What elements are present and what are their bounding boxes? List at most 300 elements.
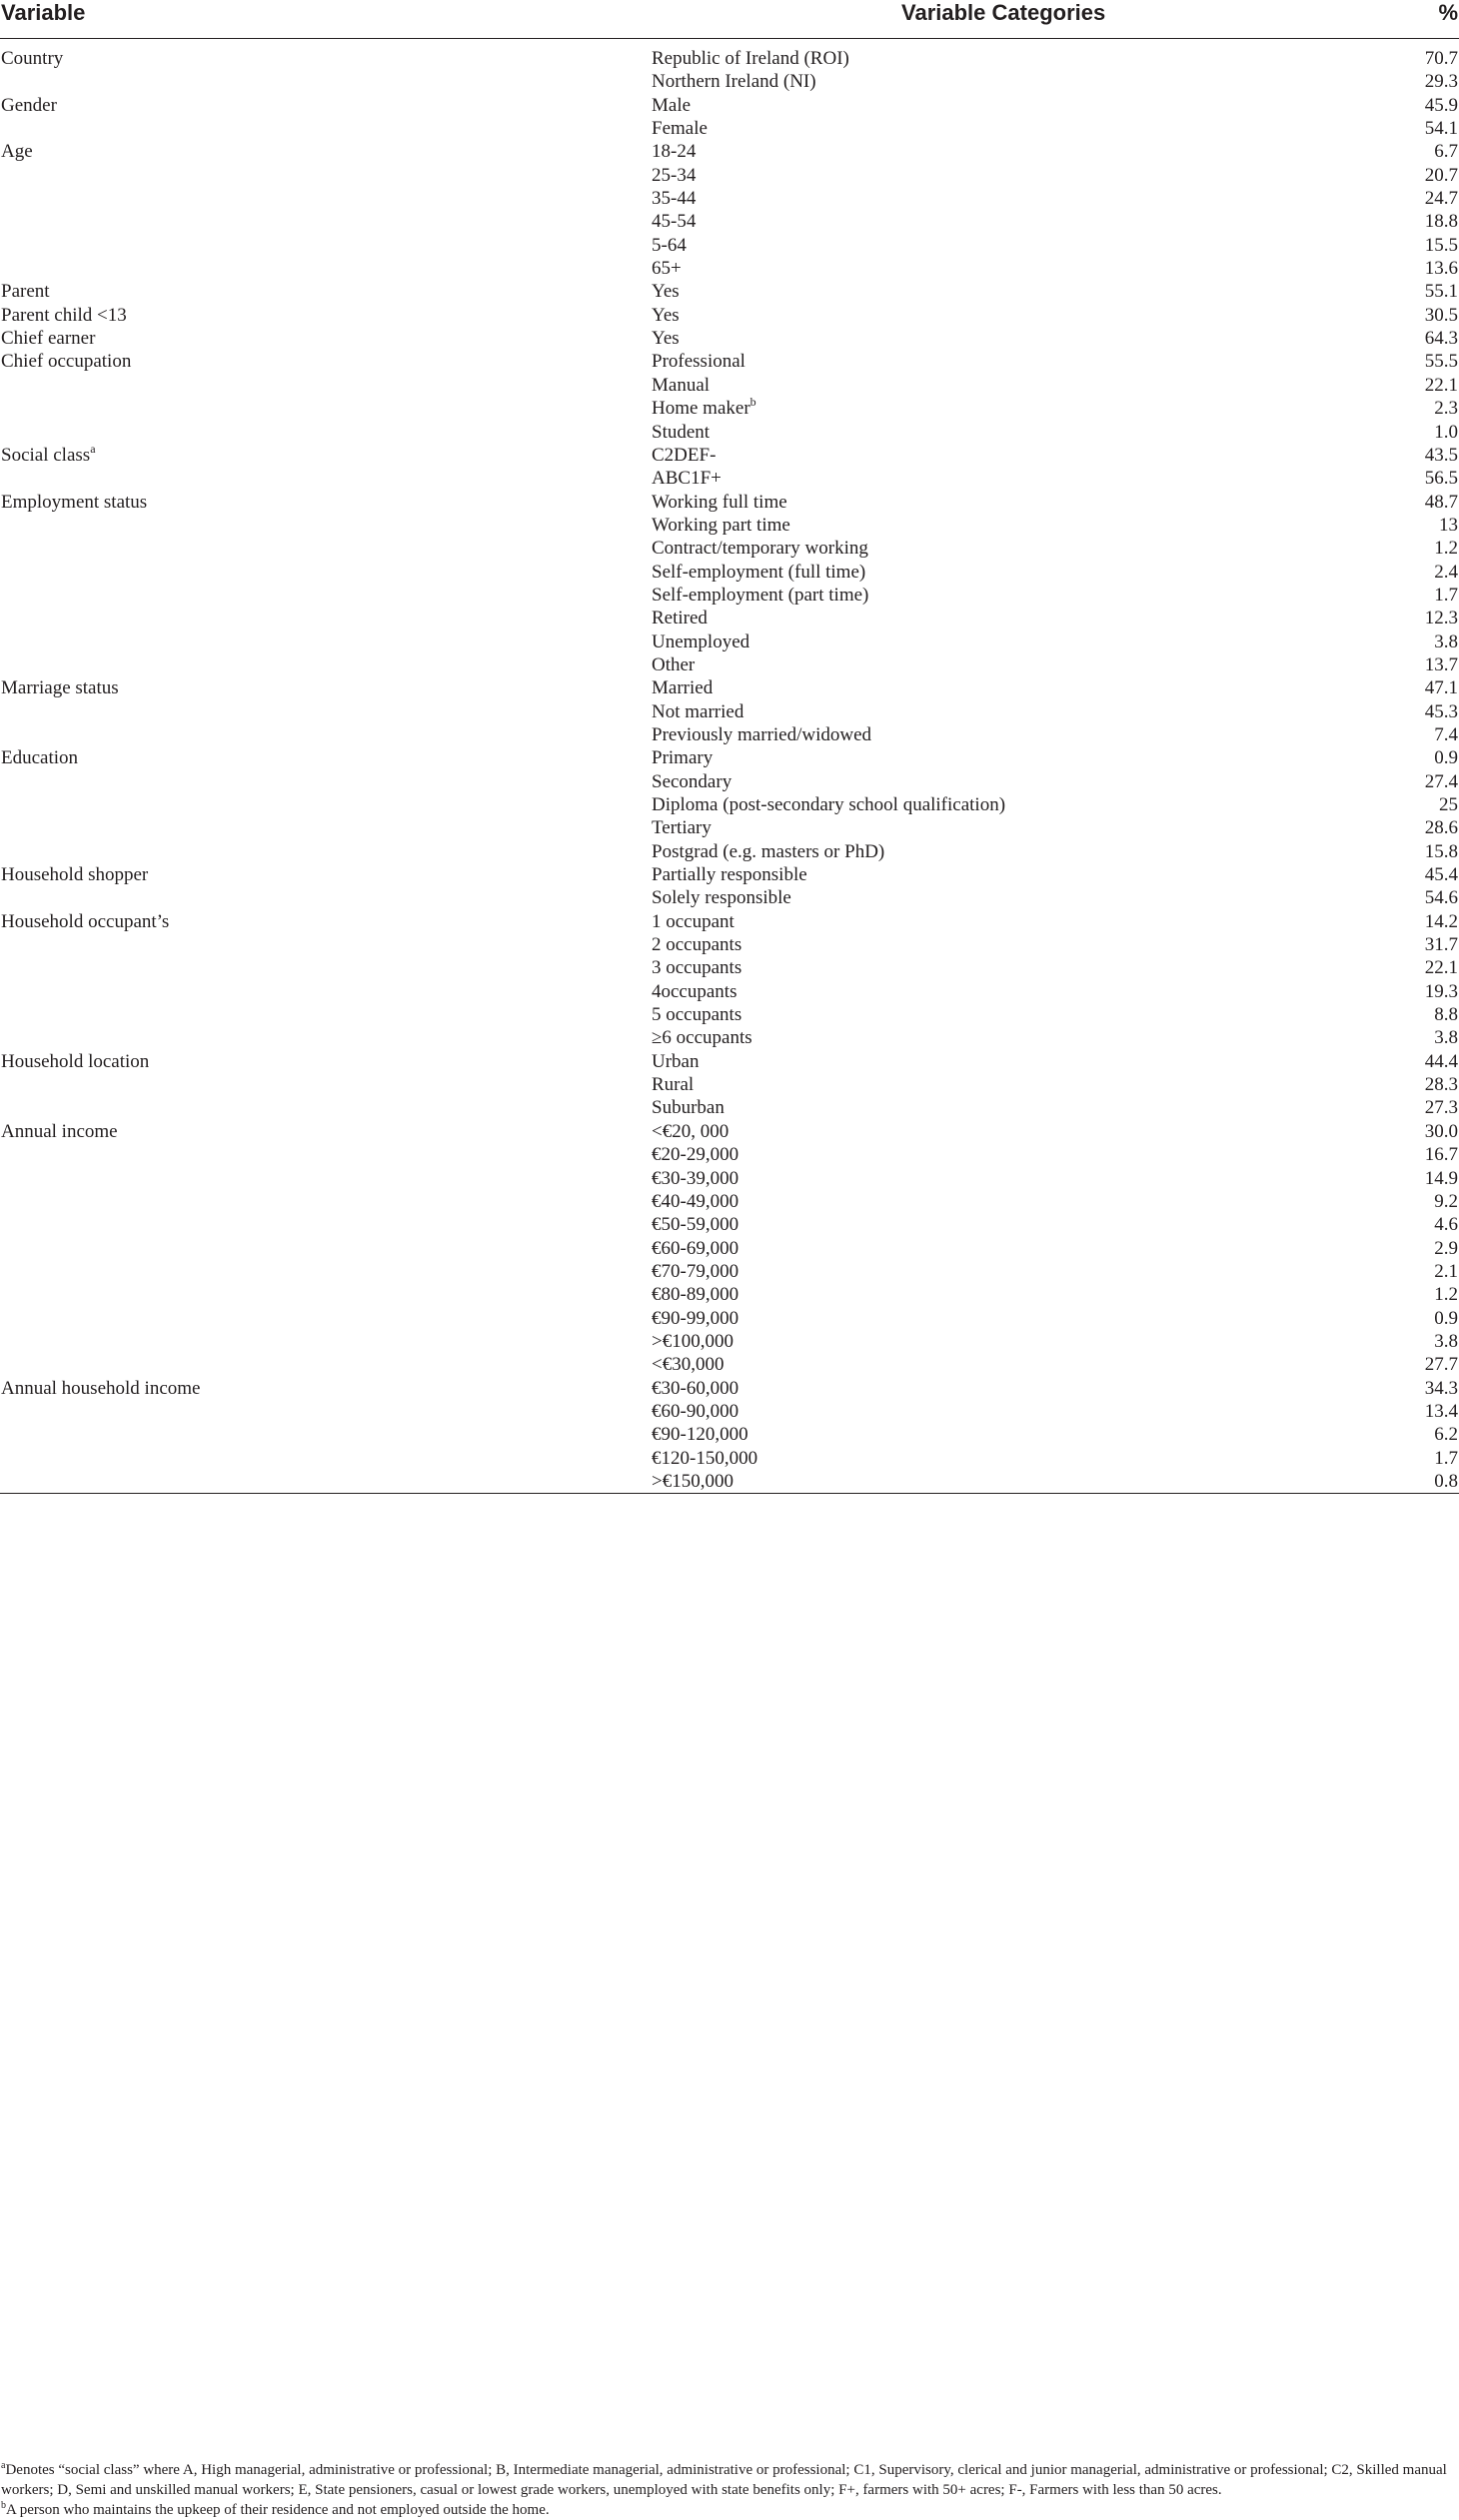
table-row <box>0 700 1459 723</box>
percent-cell: 1.7 <box>1434 584 1458 606</box>
category-label: 5 occupants <box>652 1004 742 1026</box>
percent-cell: 2.3 <box>1434 398 1458 420</box>
category-cell <box>652 1143 1181 1166</box>
percent-cell: 4.6 <box>1434 1214 1458 1236</box>
variable-cell <box>0 1330 652 1353</box>
category-cell <box>652 210 1181 233</box>
variable-cell <box>0 374 652 397</box>
category-cell <box>652 1423 1181 1446</box>
variable-label: Age <box>1 141 33 163</box>
variable-cell <box>0 746 652 769</box>
category-cell <box>652 700 1181 723</box>
category-label: ABC1F+ <box>652 468 722 490</box>
category-label: €50-59,000 <box>652 1214 739 1236</box>
table-row <box>0 1377 1459 1400</box>
variable-cell <box>0 1237 652 1260</box>
category-label: Self-employment (part time) <box>652 584 869 606</box>
footnote-marker: b <box>749 394 756 409</box>
category-cell <box>652 1330 1181 1353</box>
table-row <box>0 1026 1459 1049</box>
variable-cell <box>0 933 652 956</box>
table-row <box>0 350 1459 373</box>
percent-cell: 56.5 <box>1424 468 1458 490</box>
percent-cell: 22.1 <box>1424 957 1458 979</box>
category-cell <box>652 1237 1181 1260</box>
percent-cell: 34.3 <box>1424 1377 1458 1399</box>
category-label: Northern Ireland (NI) <box>652 71 816 93</box>
table-row <box>0 70 1459 93</box>
category-label: Manual <box>652 374 711 396</box>
variable-label: Household occupant’s <box>1 910 170 932</box>
table-header <box>0 0 1459 39</box>
percent-cell: 13.6 <box>1424 258 1458 280</box>
percent-cell: 2.4 <box>1434 561 1458 583</box>
category-cell <box>652 1167 1181 1190</box>
category-label: 4occupants <box>652 980 737 1002</box>
category-cell <box>652 187 1181 210</box>
table-row <box>0 1353 1459 1376</box>
table-row <box>0 676 1459 699</box>
category-cell <box>652 1377 1181 1400</box>
percent-cell: 20.7 <box>1424 164 1458 186</box>
variable-label: Annual household income <box>1 1377 201 1399</box>
variable-label: Gender <box>1 94 57 116</box>
category-cell <box>652 793 1181 816</box>
variable-cell <box>0 863 652 886</box>
percent-cell: 27.4 <box>1424 770 1458 792</box>
percent-cell: 48.7 <box>1424 491 1458 513</box>
category-label: Self-employment (full time) <box>652 561 866 583</box>
percent-cell: 1.2 <box>1434 1284 1458 1306</box>
percent-cell: 0.8 <box>1181 1470 1459 1494</box>
variable-cell <box>0 397 652 420</box>
category-label: Student <box>652 421 711 443</box>
variable-label: Parent <box>1 281 50 303</box>
header-percent: % <box>1181 0 1459 39</box>
table-row <box>0 1167 1459 1190</box>
category-cell <box>652 1400 1181 1423</box>
variable-cell <box>0 1307 652 1330</box>
category-label: Working part time <box>652 514 790 536</box>
variable-cell <box>0 421 652 444</box>
variable-cell <box>0 700 652 723</box>
percent-cell: 13.7 <box>1424 653 1458 675</box>
table-row <box>0 164 1459 187</box>
variable-cell <box>0 304 652 327</box>
percent-cell: 3.8 <box>1434 630 1458 652</box>
variable-cell <box>0 1120 652 1143</box>
header-variable: Variable <box>0 0 652 39</box>
variable-label: Social class <box>1 444 91 466</box>
percent-cell: 3.8 <box>1434 1027 1458 1049</box>
table-body <box>0 39 1459 1494</box>
percent-cell: 1.0 <box>1434 421 1458 443</box>
table-row <box>0 910 1459 933</box>
category-cell <box>652 746 1181 769</box>
category-label: 25-34 <box>652 164 697 186</box>
variable-cell <box>0 1470 652 1494</box>
variable-cell <box>0 514 652 537</box>
category-label: <€30,000 <box>652 1354 725 1376</box>
table-row <box>0 1096 1459 1119</box>
header-spacer <box>0 39 1459 48</box>
variable-cell <box>0 537 652 560</box>
category-cell <box>652 1447 1181 1470</box>
percent-cell: 13.4 <box>1424 1400 1458 1422</box>
variable-cell <box>0 1260 652 1283</box>
table-row <box>0 94 1459 117</box>
percent-cell: 64.3 <box>1424 328 1458 350</box>
percent-cell: 45.9 <box>1424 94 1458 116</box>
table-row <box>0 630 1459 653</box>
category-cell <box>652 1026 1181 1049</box>
percent-cell: 7.4 <box>1434 723 1458 745</box>
category-cell <box>652 653 1181 676</box>
variable-cell <box>0 1283 652 1306</box>
percent-cell: 13 <box>1439 514 1458 536</box>
percent-cell: 16.7 <box>1424 1144 1458 1166</box>
category-cell <box>652 394 1181 420</box>
table-row <box>0 1050 1459 1073</box>
category-cell <box>652 537 1181 560</box>
variable-cell <box>0 1400 652 1423</box>
footnote-mark: b <box>1 2500 6 2511</box>
category-label: Suburban <box>652 1097 725 1119</box>
footnote-text: A person who maintains the upkeep of their residence and not employed outside the home. <box>6 2502 550 2518</box>
percent-cell: 55.5 <box>1424 351 1458 373</box>
percent-cell: 31.7 <box>1424 934 1458 956</box>
table-row <box>0 257 1459 280</box>
variable-cell <box>0 467 652 490</box>
category-label: Unemployed <box>652 630 750 652</box>
category-label: €70-79,000 <box>652 1260 739 1282</box>
variable-cell <box>0 187 652 210</box>
table-row <box>0 1400 1459 1423</box>
table-row <box>0 1330 1459 1353</box>
variable-label: Education <box>1 747 79 769</box>
variable-cell <box>0 980 652 1003</box>
variable-cell <box>0 793 652 816</box>
variable-cell <box>0 630 652 653</box>
variable-cell <box>0 840 652 863</box>
table-row <box>0 863 1459 886</box>
percent-cell: 22.1 <box>1424 374 1458 396</box>
percent-cell: 9.2 <box>1434 1190 1458 1212</box>
category-label: Yes <box>652 304 680 326</box>
footnote <box>1 2460 1458 2500</box>
category-cell <box>652 444 1181 467</box>
table-row <box>0 746 1459 769</box>
category-label: Working full time <box>652 491 787 513</box>
table-row <box>0 980 1459 1003</box>
percent-cell: 3.8 <box>1434 1330 1458 1352</box>
variable-cell <box>0 280 652 303</box>
category-label: Not married <box>652 700 744 722</box>
category-cell <box>652 117 1181 140</box>
category-cell <box>652 467 1181 490</box>
percent-cell: 47.1 <box>1424 677 1458 699</box>
variable-cell <box>0 1026 652 1049</box>
variable-cell <box>0 234 652 257</box>
category-label: Tertiary <box>652 817 712 839</box>
percent-cell: 14.2 <box>1424 910 1458 932</box>
category-label: Partially responsible <box>652 864 807 886</box>
variable-cell <box>0 1190 652 1213</box>
category-cell <box>652 491 1181 514</box>
category-cell <box>652 304 1181 327</box>
category-cell <box>652 863 1181 886</box>
table-row <box>0 187 1459 210</box>
percent-cell: 19.3 <box>1424 980 1458 1002</box>
category-cell <box>652 723 1181 746</box>
table-row <box>0 514 1459 537</box>
variable-label: Marriage status <box>1 677 119 699</box>
table-row <box>0 374 1459 397</box>
table-row <box>0 1003 1459 1026</box>
category-label: 65+ <box>652 258 682 280</box>
percent-cell: 15.5 <box>1424 234 1458 256</box>
variable-cell <box>0 584 652 607</box>
category-label: Retired <box>652 608 708 630</box>
category-label: 1 occupant <box>652 910 734 932</box>
table-row <box>0 840 1459 863</box>
table-row <box>0 1423 1459 1446</box>
category-cell <box>652 816 1181 839</box>
percent-cell: 27.3 <box>1424 1097 1458 1119</box>
category-cell <box>652 47 1181 70</box>
category-cell <box>652 140 1181 163</box>
variable-cell <box>0 94 652 117</box>
percent-cell: 55.1 <box>1424 281 1458 303</box>
category-cell <box>652 1470 1181 1494</box>
table-footnotes <box>0 2460 1458 2520</box>
category-label: €90-120,000 <box>652 1424 748 1446</box>
variable-cell <box>0 607 652 630</box>
percent-cell: 15.8 <box>1424 840 1458 862</box>
category-label: €60-90,000 <box>652 1400 739 1422</box>
category-label: C2DEF- <box>652 444 717 466</box>
category-label: 5-64 <box>652 234 687 256</box>
category-cell <box>652 514 1181 537</box>
table-row <box>0 327 1459 350</box>
table-row <box>0 956 1459 979</box>
percent-cell: 30.0 <box>1424 1120 1458 1142</box>
percent-cell: 28.3 <box>1424 1074 1458 1096</box>
variable-cell <box>0 140 652 163</box>
variable-label: Employment status <box>1 491 148 513</box>
variable-cell <box>0 47 652 70</box>
category-label: Postgrad (e.g. masters or PhD) <box>652 840 885 862</box>
category-cell <box>652 584 1181 607</box>
table-row <box>0 491 1459 514</box>
category-cell <box>652 561 1181 584</box>
variable-cell <box>0 1143 652 1166</box>
category-cell <box>652 956 1181 979</box>
table-row <box>0 234 1459 257</box>
category-label: Urban <box>652 1050 700 1072</box>
table-row <box>0 933 1459 956</box>
category-label: Solely responsible <box>652 887 791 909</box>
percent-cell: 54.1 <box>1424 118 1458 140</box>
variable-cell <box>0 1096 652 1119</box>
variable-cell <box>0 886 652 909</box>
category-label: Secondary <box>652 770 732 792</box>
percent-cell: 29.3 <box>1424 71 1458 93</box>
variable-cell <box>0 1423 652 1446</box>
table-row <box>0 1120 1459 1143</box>
table-row <box>0 607 1459 630</box>
variable-label: Parent child <13 <box>1 304 127 326</box>
category-cell <box>652 350 1181 373</box>
table-row <box>0 1307 1459 1330</box>
percent-cell: 18.8 <box>1424 211 1458 233</box>
category-label: Contract/temporary working <box>652 538 868 560</box>
category-label: Primary <box>652 747 714 769</box>
variable-label: Chief occupation <box>1 351 132 373</box>
table-row <box>0 1470 1459 1494</box>
percent-cell: 0.9 <box>1434 1307 1458 1329</box>
category-label: Other <box>652 653 696 675</box>
category-label: 3 occupants <box>652 957 742 979</box>
category-cell <box>652 327 1181 350</box>
table-row <box>0 1447 1459 1470</box>
table-row <box>0 117 1459 140</box>
percent-cell: 43.5 <box>1424 444 1458 466</box>
category-cell <box>652 1260 1181 1283</box>
variable-cell <box>0 1073 652 1096</box>
percent-cell: 25 <box>1439 794 1458 815</box>
category-cell <box>652 1283 1181 1306</box>
table-row <box>0 397 1459 420</box>
category-label: >€150,000 <box>652 1470 733 1492</box>
variable-cell <box>0 1167 652 1190</box>
table-row <box>0 421 1459 444</box>
table-row <box>0 467 1459 490</box>
category-label: Married <box>652 677 714 699</box>
category-label: €30-60,000 <box>652 1377 739 1399</box>
table-row <box>0 47 1459 70</box>
category-cell <box>652 164 1181 187</box>
category-label: €80-89,000 <box>652 1284 739 1306</box>
category-label: 35-44 <box>652 188 697 210</box>
table-row <box>0 444 1459 467</box>
variable-cell <box>0 327 652 350</box>
category-label: €120-150,000 <box>652 1447 758 1469</box>
variable-label: Household location <box>1 1050 150 1072</box>
table-row <box>0 1073 1459 1096</box>
percent-cell: 45.3 <box>1424 700 1458 722</box>
category-label: 18-24 <box>652 141 697 163</box>
table-row <box>0 1190 1459 1213</box>
category-cell <box>652 676 1181 699</box>
table-row <box>0 886 1459 909</box>
category-cell <box>652 770 1181 793</box>
variable-cell <box>0 561 652 584</box>
percent-cell: 44.4 <box>1424 1050 1458 1072</box>
category-cell <box>652 374 1181 397</box>
variable-cell <box>0 210 652 233</box>
variable-label: Household shopper <box>1 864 149 886</box>
category-cell <box>652 980 1181 1003</box>
category-cell <box>652 1050 1181 1073</box>
category-label: <€20, 000 <box>652 1120 730 1142</box>
category-cell <box>652 1120 1181 1143</box>
category-label: €20-29,000 <box>652 1144 739 1166</box>
category-cell <box>652 1213 1181 1236</box>
percent-cell: 12.3 <box>1424 608 1458 630</box>
table-row <box>0 1283 1459 1306</box>
variable-cell <box>0 770 652 793</box>
variable-cell <box>0 910 652 933</box>
category-label: Yes <box>652 328 680 350</box>
percent-cell: 70.7 <box>1424 48 1458 69</box>
variable-cell <box>0 257 652 280</box>
category-label: €60-69,000 <box>652 1237 739 1259</box>
category-cell <box>652 1353 1181 1376</box>
category-cell <box>652 1307 1181 1330</box>
category-label: Professional <box>652 351 745 373</box>
category-cell <box>652 607 1181 630</box>
category-label: 2 occupants <box>652 934 742 956</box>
header-variable-categories: Variable Categories <box>652 0 1181 39</box>
table-row <box>0 210 1459 233</box>
table-row <box>0 140 1459 163</box>
category-label: Republic of Ireland (ROI) <box>652 48 849 69</box>
category-cell <box>652 280 1181 303</box>
footnote-mark: a <box>1 2460 6 2471</box>
table-row <box>0 793 1459 816</box>
category-cell <box>652 886 1181 909</box>
table-row <box>0 653 1459 676</box>
category-label: Diploma (post-secondary school qualification) <box>652 794 1006 815</box>
variable-cell <box>0 723 652 746</box>
percent-cell: 6.2 <box>1434 1424 1458 1446</box>
category-label: Male <box>652 94 692 116</box>
category-cell <box>652 840 1181 863</box>
category-label: 45-54 <box>652 211 697 233</box>
percent-cell: 24.7 <box>1424 188 1458 210</box>
variable-cell <box>0 350 652 373</box>
variable-cell <box>0 70 652 93</box>
percent-cell: 0.9 <box>1434 747 1458 769</box>
category-label: >€100,000 <box>652 1330 733 1352</box>
percent-cell: 54.6 <box>1424 887 1458 909</box>
category-cell <box>652 421 1181 444</box>
category-cell <box>652 70 1181 93</box>
category-label: ≥6 occupants <box>652 1027 752 1049</box>
variable-cell <box>0 164 652 187</box>
percent-cell: 2.9 <box>1434 1237 1458 1259</box>
percent-cell: 1.2 <box>1434 538 1458 560</box>
percent-cell: 27.7 <box>1424 1354 1458 1376</box>
category-label: €90-99,000 <box>652 1307 739 1329</box>
variable-label: Annual income <box>1 1120 118 1142</box>
table-row <box>0 537 1459 560</box>
footnote <box>1 2500 1458 2520</box>
variable-cell <box>0 441 652 467</box>
table-row <box>0 304 1459 327</box>
category-cell <box>652 933 1181 956</box>
variable-cell <box>0 676 652 699</box>
category-cell <box>652 1190 1181 1213</box>
table-row <box>0 1143 1459 1166</box>
table-row <box>0 584 1459 607</box>
variable-label: Chief earner <box>1 328 96 350</box>
variable-cell <box>0 653 652 676</box>
category-cell <box>652 910 1181 933</box>
variable-cell <box>0 117 652 140</box>
category-cell <box>652 94 1181 117</box>
